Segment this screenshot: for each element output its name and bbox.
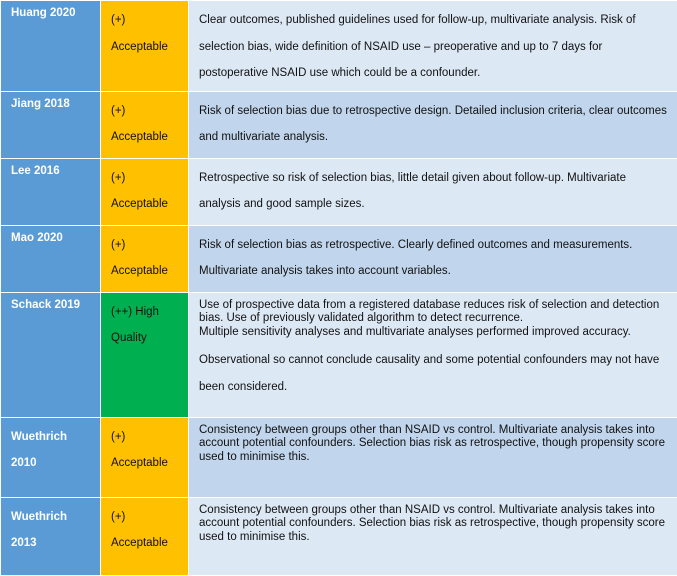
study-name bbox=[1, 417, 101, 497]
assessment-notes bbox=[189, 292, 677, 417]
grade-label: Acceptable bbox=[111, 258, 178, 285]
study-name bbox=[1, 292, 101, 417]
quality-grade bbox=[101, 417, 189, 497]
assessment-notes bbox=[189, 497, 677, 575]
notes-paragraph: Multiple sensitivity analyses and multivariate analyses performed improved accuracy. bbox=[199, 326, 667, 340]
table-row bbox=[1, 292, 677, 417]
study-year: 2010 bbox=[11, 450, 90, 477]
notes-paragraph: Observational so cannot conclude causality and some potential confounders may not have been considered. bbox=[199, 347, 667, 400]
grade-label: Acceptable bbox=[111, 34, 178, 61]
study-name bbox=[1, 91, 101, 158]
assessment-notes bbox=[189, 225, 677, 292]
table-row bbox=[1, 497, 677, 575]
table-row bbox=[1, 417, 677, 497]
study-label: Huang 2020 bbox=[11, 7, 76, 19]
quality-grade bbox=[101, 497, 189, 575]
grade-symbol: (++) High bbox=[111, 299, 178, 326]
study-label: Schack 2019 bbox=[11, 299, 80, 311]
grade-label: Acceptable bbox=[111, 530, 178, 557]
grade-symbol: (+) bbox=[111, 7, 178, 34]
notes-paragraph: Clear outcomes, published guidelines used for follow-up, multivariate analysis. Risk of selection bias, wide definition of NSAID use – preoperative and up to 7 days for postoperative NSAID use which could be a confounder. bbox=[199, 7, 667, 87]
table-row bbox=[1, 1, 677, 92]
grade-label: Quality bbox=[111, 325, 178, 352]
table-row bbox=[1, 225, 677, 292]
quality-grade bbox=[101, 1, 189, 92]
assessment-notes bbox=[189, 158, 677, 225]
notes-paragraph: Risk of selection bias due to retrospective design. Detailed inclusion criteria, clear outcomes and multivariate analysis. bbox=[199, 98, 667, 151]
grade-label: Acceptable bbox=[111, 191, 178, 218]
quality-grade bbox=[101, 158, 189, 225]
grade-symbol: (+) bbox=[111, 165, 178, 192]
study-year: 2013 bbox=[11, 530, 90, 557]
study-label: Mao 2020 bbox=[11, 232, 63, 244]
study-name bbox=[1, 158, 101, 225]
quality-grade bbox=[101, 292, 189, 417]
table-row bbox=[1, 91, 677, 158]
study-name bbox=[1, 1, 101, 92]
notes-paragraph: Retrospective so risk of selection bias, little detail given about follow-up. Multivariate analysis and good sample sizes. bbox=[199, 165, 667, 218]
grade-symbol: (+) bbox=[111, 98, 178, 125]
notes-paragraph: Risk of selection bias as retrospective. Clearly defined outcomes and measurements. Multivariate analysis takes into account variables. bbox=[199, 232, 667, 285]
grade-label: Acceptable bbox=[111, 124, 178, 151]
study-label: Lee 2016 bbox=[11, 165, 60, 177]
quality-grade bbox=[101, 225, 189, 292]
study-label: Wuethrich bbox=[11, 424, 90, 451]
assessment-notes bbox=[189, 1, 677, 92]
study-label: Jiang 2018 bbox=[11, 98, 70, 110]
notes-paragraph: Consistency between groups other than NSAID vs control. Multivariate analysis takes into account potential confounders. Selection bias risk as retrospective, though propensity score used to minimise this. bbox=[199, 424, 667, 465]
table-row bbox=[1, 158, 677, 225]
grade-label: Acceptable bbox=[111, 450, 178, 477]
study-name bbox=[1, 225, 101, 292]
grade-symbol: (+) bbox=[111, 232, 178, 259]
assessment-notes bbox=[189, 91, 677, 158]
notes-paragraph: Consistency between groups other than NSAID vs control. Multivariate analysis takes into account potential confounders. Selection bias risk as retrospective, though propensity score used to minimise this. bbox=[199, 504, 667, 545]
study-name bbox=[1, 497, 101, 575]
notes-paragraph: Use of prospective data from a registered database reduces risk of selection and detection bias. Use of previously validated algorithm to detect recurrence. bbox=[199, 299, 667, 326]
grade-symbol: (+) bbox=[111, 424, 178, 451]
grade-symbol: (+) bbox=[111, 504, 178, 531]
assessment-notes bbox=[189, 417, 677, 497]
study-label: Wuethrich bbox=[11, 504, 90, 531]
quality-grade bbox=[101, 91, 189, 158]
